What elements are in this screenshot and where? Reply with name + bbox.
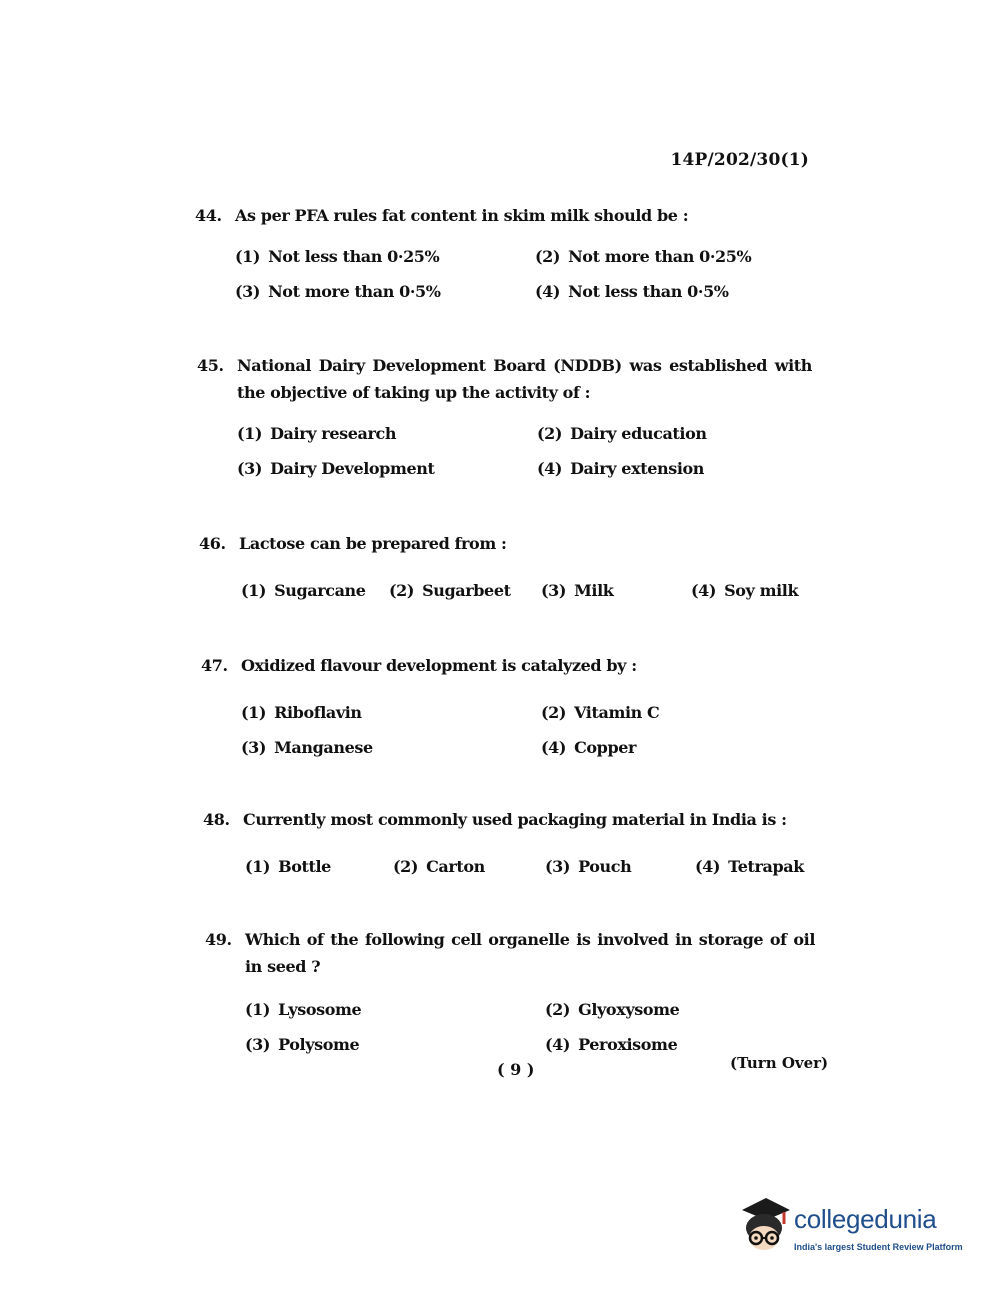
student-mascot-icon bbox=[736, 1196, 792, 1256]
option-2: (2) Glyoxysome bbox=[545, 1000, 680, 1019]
question-text: Which of the following cell organelle is involved in storage of oil in seed ? bbox=[245, 930, 815, 976]
option-4: (4) Dairy extension bbox=[537, 459, 705, 478]
question-number: 44. bbox=[195, 206, 222, 225]
options-list bbox=[235, 247, 810, 301]
options-list bbox=[237, 424, 812, 478]
question-stem bbox=[205, 926, 815, 980]
options-list bbox=[245, 1000, 815, 1054]
option-3: (3) Pouch bbox=[545, 857, 632, 876]
collegedunia-logo bbox=[736, 1196, 966, 1266]
question-text: Currently most commonly used packaging material in India is : bbox=[243, 810, 787, 829]
question-stem bbox=[199, 530, 814, 557]
question-49 bbox=[205, 926, 815, 1054]
question-number: 49. bbox=[205, 930, 232, 949]
question-number: 48. bbox=[203, 810, 230, 829]
question-number: 46. bbox=[199, 534, 226, 553]
question-48 bbox=[203, 806, 818, 876]
question-45 bbox=[197, 352, 812, 478]
question-text: Oxidized flavour development is catalyzed by : bbox=[241, 656, 637, 675]
option-2: (2) Vitamin C bbox=[541, 703, 660, 722]
option-4: (4) Tetrapak bbox=[695, 857, 804, 876]
option-3: (3) Milk bbox=[541, 581, 614, 600]
option-1: (1) Dairy research bbox=[237, 424, 397, 443]
option-2: (2) Dairy education bbox=[537, 424, 707, 443]
logo-name: collegedunia bbox=[794, 1204, 937, 1234]
question-46 bbox=[199, 530, 814, 600]
option-1: (1) Not less than 0·25% bbox=[235, 247, 440, 266]
option-3: (3) Not more than 0·5% bbox=[235, 282, 441, 301]
option-1: (1) Lysosome bbox=[245, 1000, 362, 1019]
options-list bbox=[245, 857, 818, 876]
question-47 bbox=[201, 652, 816, 757]
option-4: (4) Not less than 0·5% bbox=[535, 282, 729, 301]
option-3: (3) Polysome bbox=[245, 1035, 360, 1054]
question-stem bbox=[195, 202, 810, 229]
paper-code: 14P/202/30(1) bbox=[670, 150, 809, 170]
question-stem bbox=[201, 652, 816, 679]
options-list bbox=[241, 703, 816, 757]
option-1: (1) Sugarcane bbox=[241, 581, 366, 600]
option-2: (2) Sugarbeet bbox=[389, 581, 511, 600]
option-4: (4) Copper bbox=[541, 738, 637, 757]
option-1: (1) Riboflavin bbox=[241, 703, 362, 722]
logo-tagline: India's largest Student Review Platform bbox=[794, 1242, 963, 1252]
option-2: (2) Not more than 0·25% bbox=[535, 247, 752, 266]
turn-over-note: (Turn Over) bbox=[730, 1054, 829, 1072]
option-1: (1) Bottle bbox=[245, 857, 331, 876]
page-number: ( 9 ) bbox=[497, 1060, 535, 1079]
question-number: 45. bbox=[197, 356, 224, 375]
question-stem bbox=[197, 352, 812, 406]
option-3: (3) Dairy Development bbox=[237, 459, 435, 478]
option-4: (4) Soy milk bbox=[691, 581, 799, 600]
question-text: National Dairy Development Board (NDDB) was established with the objective of taking up the activity of : bbox=[237, 356, 812, 402]
question-44 bbox=[195, 202, 810, 301]
question-stem bbox=[203, 806, 818, 833]
option-3: (3) Manganese bbox=[241, 738, 373, 757]
question-text: Lactose can be prepared from : bbox=[239, 534, 507, 553]
option-4: (4) Peroxisome bbox=[545, 1035, 678, 1054]
question-number: 47. bbox=[201, 656, 228, 675]
options-list bbox=[241, 581, 814, 600]
question-text: As per PFA rules fat content in skim milk should be : bbox=[235, 206, 689, 225]
option-2: (2) Carton bbox=[393, 857, 485, 876]
